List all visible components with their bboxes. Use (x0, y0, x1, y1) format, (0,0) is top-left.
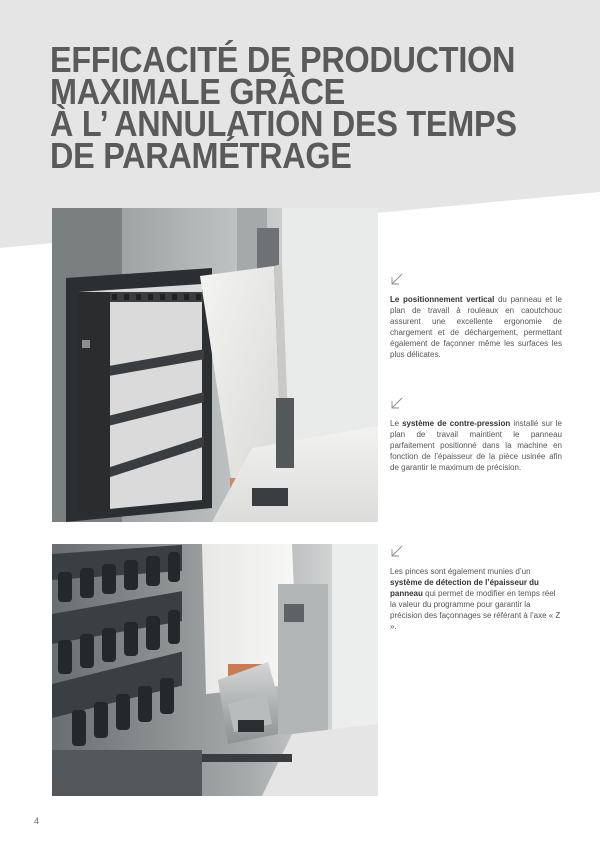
feature-bold-2: système de contre-pression (402, 419, 511, 428)
feature-pre-2: Le (390, 419, 403, 428)
feature-body-3: qui permet de modifier en temps réel la valeur du programme pour garantir la précision des façonnages se référant à l’axe « Z ». (390, 589, 561, 631)
machine-photo-vertical (52, 208, 378, 522)
feature-text-3 (390, 566, 562, 632)
feature-block-vertical-positioning (390, 272, 562, 360)
feature-body-2: installé sur le plan de travail maintient le panneau parfaitement positionné dans la machine en fonction de l’épaisseur de la pièce usinée afin de garantir le maximum de précision. (390, 419, 563, 472)
arrow-down-left-icon (390, 396, 404, 410)
feature-block-counter-pressure (390, 396, 562, 473)
machine-photo-clamps (52, 544, 378, 796)
title-line-4: DE PARAMÉTRAGE (50, 135, 352, 176)
arrow-down-left-icon (390, 272, 404, 286)
feature-bold-3: système de détection de l’épaisseur du panneau (390, 578, 539, 598)
feature-text-2 (390, 418, 562, 473)
page-title (50, 39, 518, 176)
feature-bold-1: Le positionnement vertical (390, 295, 495, 304)
feature-block-thickness-detection (390, 544, 562, 632)
title-line-2: MAXIMALE GRÂCE (50, 71, 346, 112)
page-number: 4 (34, 816, 40, 826)
title-line-1: EFFICACITÉ DE PRODUCTION (50, 39, 516, 80)
feature-body-1: du panneau et le plan de travail à rouleaux en caoutchouc assurent une excellente ergonomie de chargement et de déchargement, permettant également de façonner même les surfaces les plus délicates. (390, 295, 562, 359)
feature-pre-3: Les pinces sont également munies d’un (390, 567, 531, 576)
title-line-3: À L’ ANNULATION DES TEMPS (50, 103, 517, 144)
feature-text-1 (390, 294, 562, 360)
arrow-down-left-icon (390, 544, 404, 558)
